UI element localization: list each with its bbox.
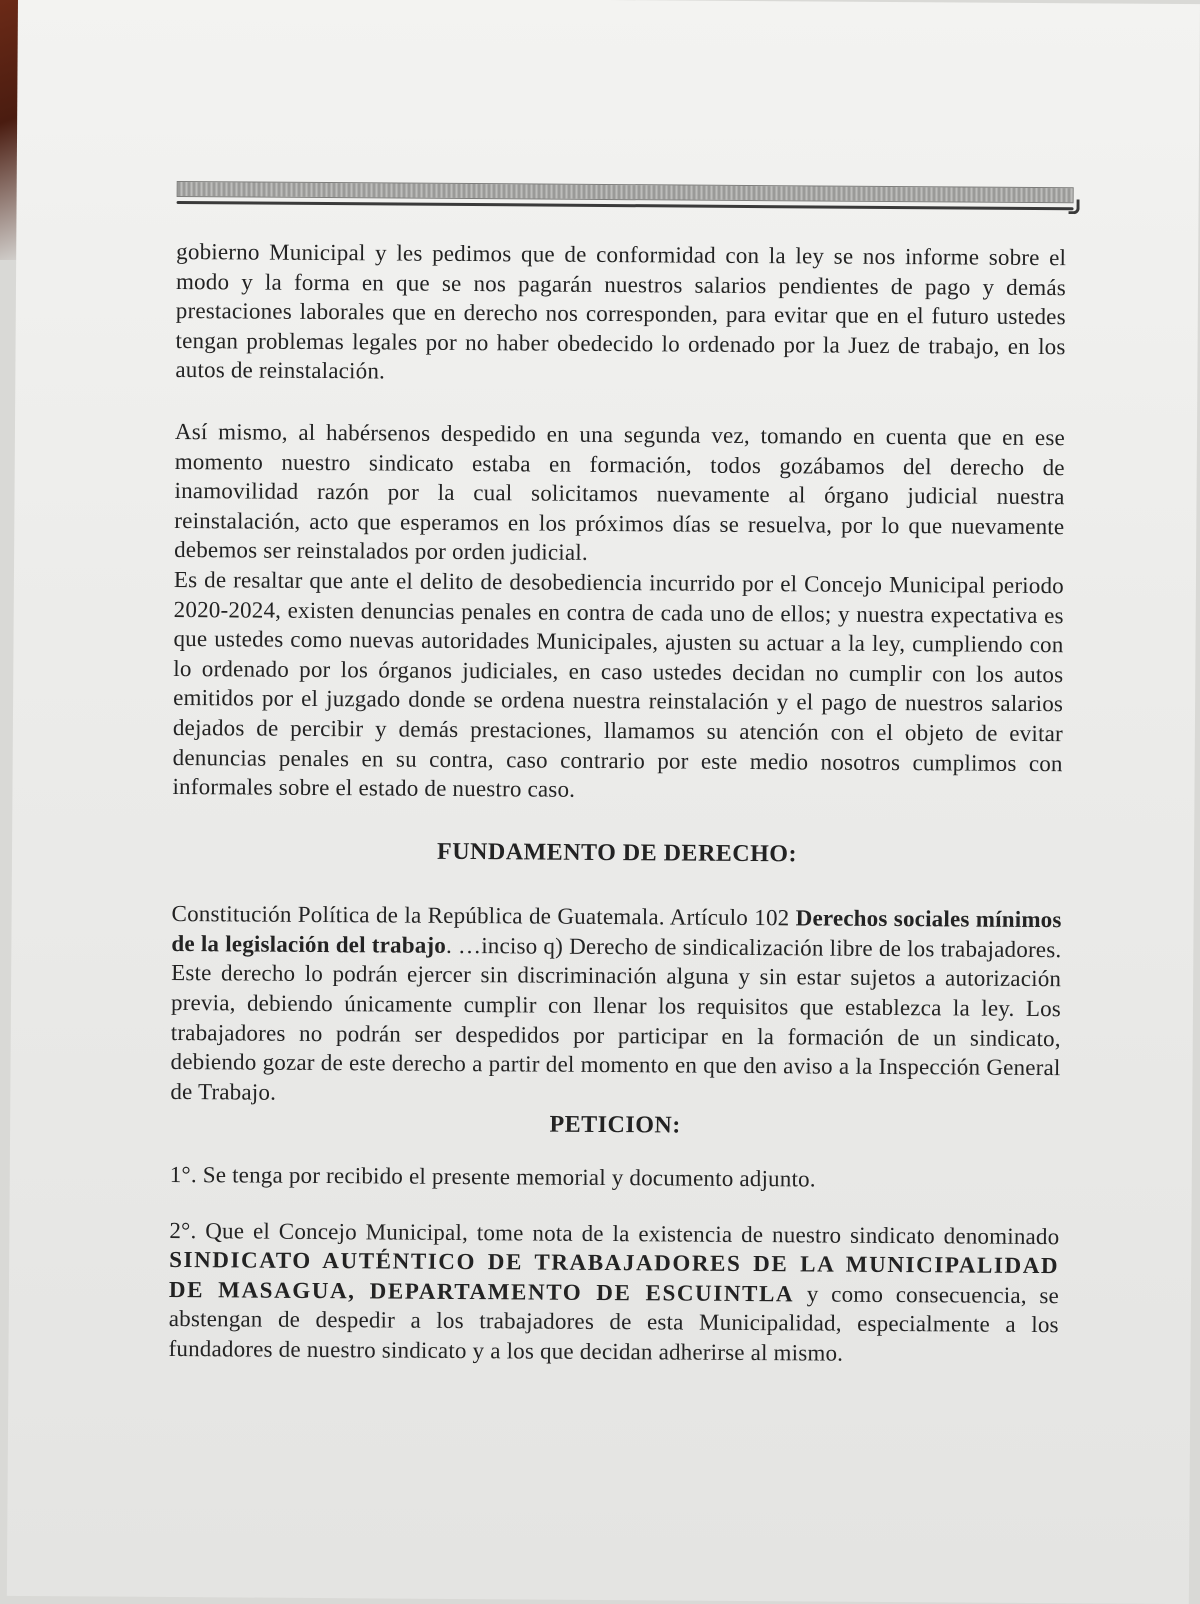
heading-fundamento: FUNDAMENTO DE DERECHO:	[437, 838, 798, 868]
sindicato-name: SINDICATO AUTÉNTICO DE TRABAJADORES DE LA MUNICIPALIDAD DE MASAGUA, DEPARTAMENTO DE ESCUINTLA	[168, 1247, 1060, 1307]
document-page	[7, 0, 1200, 1604]
heading-peticion: PETICION:	[549, 1112, 681, 1139]
header-rule	[177, 201, 1074, 210]
header-rule-hook	[1069, 199, 1080, 214]
fundamento-bold-title: Derechos sociales mínimos de la legislación del trabajo	[171, 905, 1062, 958]
document-body	[168, 237, 1066, 1370]
paragraph-salarios: gobierno Municipal y les pedimos que de conformidad con la ley se nos informe sobre el modo y la forma en que se nos pagarán nuestros salarios pendientes de pago y demás prestaciones laborales que en derecho nos corresponden, para evitar que en el futuro ustedes tengan problemas legales por no haber obedecido lo ordenado por la Juez de trabajo, en los autos de reinstalación.	[175, 238, 1067, 384]
paragraph-reinstalacion: Así mismo, al habérsenos despedido en una segunda vez, tomando en cuenta que en ese momento nuestro sindicato estaba en formación, todos gozábamos del derecho de inamovilidad razón por la cual solicitamos nuevamente al órgano judicial nuestra reinstalación, acto que esperamos en los próximos días se resuelva, por lo que nuevamente debemos ser reinstalados por orden judicial.	[174, 418, 1066, 566]
petition-item-1: 1°. Se tenga por recibido el presente memorial y documento adjunto.	[169, 1161, 816, 1192]
petition-item-2-intro: 2°. Que el Concejo Municipal, tome nota de la existencia de nuestro sindicato denominado	[169, 1217, 1060, 1249]
paragraph-fundamento	[170, 899, 1061, 1112]
fundamento-body: . …inciso q) Derecho de sindicalización libre de los trabajadores. Este derecho lo podrán ejercer sin discriminación alguna y sin estar sujetos a autorización previa, debiendo únicamente cumplir con llenar los requisitos que establezca la ley. Los trabajadores no podrán ser despedidos por participar en la formación de un sindicato, debiendo gozar de este derecho a partir del momento en que den aviso a la Inspección General de Trabajo.	[170, 932, 1062, 1105]
header-band	[177, 181, 1074, 203]
petition-item-2	[168, 1216, 1059, 1370]
paragraph-desobediencia: Es de resaltar que ante el delito de desobediencia incurrido por el Concejo Municipal periodo 2020-2024, existen denuncias penales en contra de cada uno de ellos; y nuestra expectativa es que ustedes como nuevas autoridades Municipales, ajusten su actuar a la ley, cumpliendo con lo ordenado por los órganos judiciales, en caso ustedes decidan no cumplir con los autos emitidos por el juzgado donde se ordena nuestra reinstalación y el pago de nuestros salarios dejados de percibir y demás prestaciones, llamamos su atención con el objeto de evitar denuncias penales en su contra, caso contrario por este medio nosotros cumplimos con informales sobre el estado de nuestro caso.	[172, 566, 1065, 802]
fundamento-intro: Constitución Política de la República de Guatemala. Artículo 102	[171, 901, 796, 931]
petition-item-2-rest: y como consecuencia, se abstengan de despedir a los trabajadores de esta Municipalidad, especialmente a los fundadores de nuestro sindicato y a los que decidan adherirse al mismo.	[168, 1281, 1060, 1366]
